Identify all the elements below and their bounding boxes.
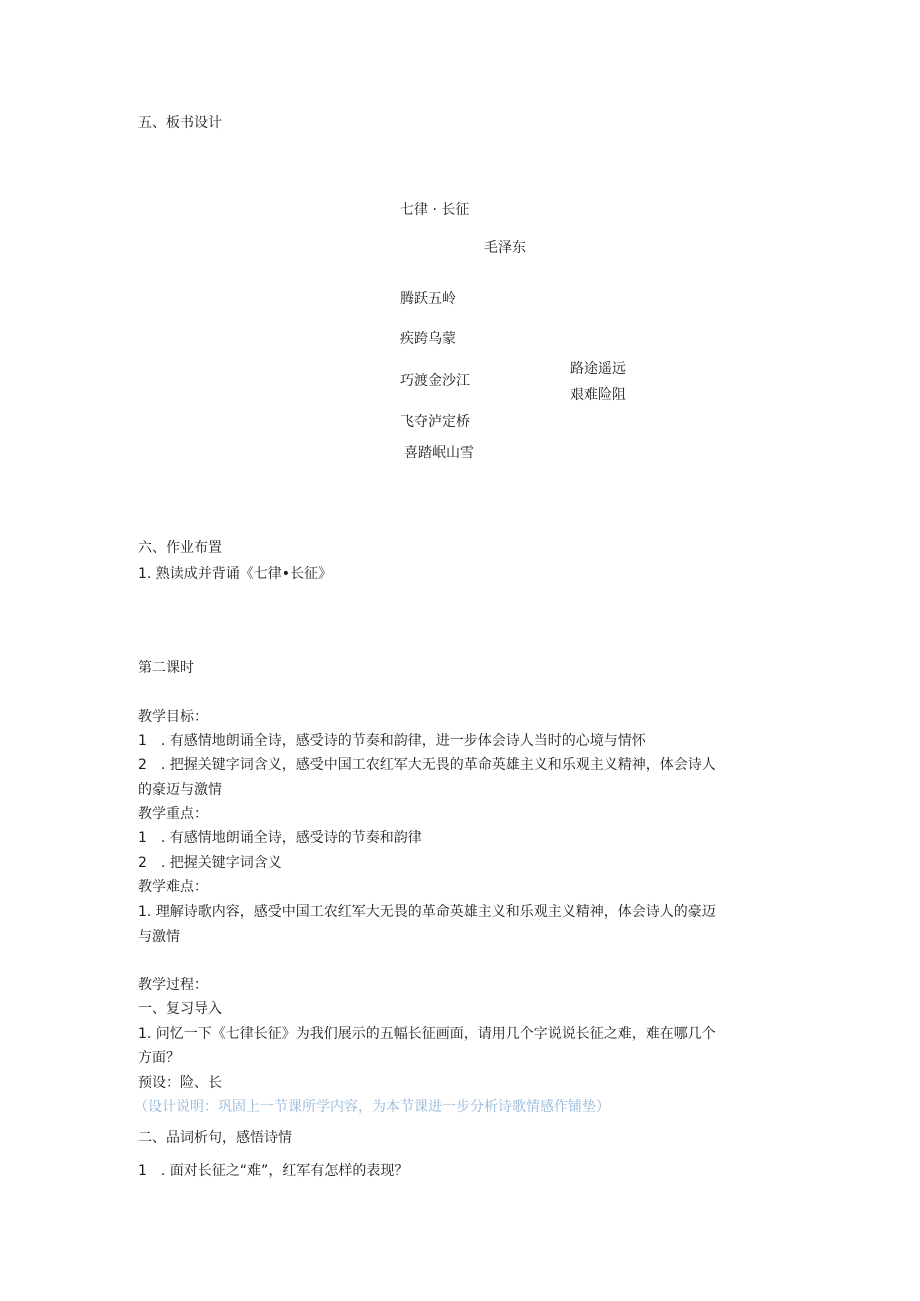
step1-heading: 一、复习导入 — [138, 1001, 222, 1017]
key-item: 2 . 把握关键字词含义 — [138, 855, 282, 871]
board-summary: 艰难险阻 — [570, 387, 626, 403]
difficulty-label: 教学难点： — [138, 879, 208, 895]
board-event: 疾跨乌蒙 — [400, 331, 456, 347]
board-title: 七律 · 长征 — [400, 202, 470, 218]
board-author: 毛泽东 — [484, 240, 526, 256]
goals-label: 教学目标： — [138, 709, 208, 725]
homework-item: 1. 熟读成并背诵《七律•长征》 — [138, 566, 333, 582]
step1-question: 1. 问忆一下《七律长征》为我们展示的五幅长征画面，请用几个字说说长征之难，难在哪几个 — [138, 1026, 716, 1042]
step1-preset: 预设：险、长 — [138, 1075, 222, 1091]
key-label: 教学重点： — [138, 806, 208, 822]
difficulty-item: 1. 理解诗歌内容，感受中国工农红军大无畏的革命英雄主义和乐观主义精神，体会诗人的豪迈 — [138, 904, 716, 920]
design-note: （设计说明：巩固上一节课所学内容，为本节课进一步分析诗歌情感作铺垫） — [134, 1099, 610, 1115]
board-event: 巧渡金沙江 — [400, 373, 470, 389]
goal-item: 1 . 有感情地朗诵全诗，感受诗的节奏和韵律，进一步体会诗人当时的心境与情怀 — [138, 733, 646, 749]
goal-item: 2 . 把握关键字词含义，感受中国工农红军大无畏的革命英雄主义和乐观主义精神，体会诗人 — [138, 757, 716, 773]
step1-question-continued: 方面？ — [138, 1050, 180, 1066]
step2-heading: 二、品词析句，感悟诗情 — [138, 1130, 292, 1146]
board-event: 喜踏岷山雪 — [404, 445, 474, 461]
section6-heading: 六、作业布置 — [138, 540, 222, 556]
key-item: 1 . 有感情地朗诵全诗，感受诗的节奏和韵律 — [138, 830, 422, 846]
lesson2-title: 第二课时 — [138, 660, 194, 676]
step2-question: 1 . 面对长征之“难”，红军有怎样的表现？ — [138, 1163, 409, 1179]
section5-heading: 五、板书设计 — [138, 115, 222, 131]
board-event: 腾跃五岭 — [400, 291, 456, 307]
difficulty-item-continued: 与激情 — [138, 929, 180, 945]
board-event: 飞夺泸定桥 — [400, 414, 470, 430]
board-summary: 路途遥远 — [570, 361, 626, 377]
process-label: 教学过程： — [138, 977, 208, 993]
goal-item-continued: 的豪迈与激情 — [138, 782, 222, 798]
